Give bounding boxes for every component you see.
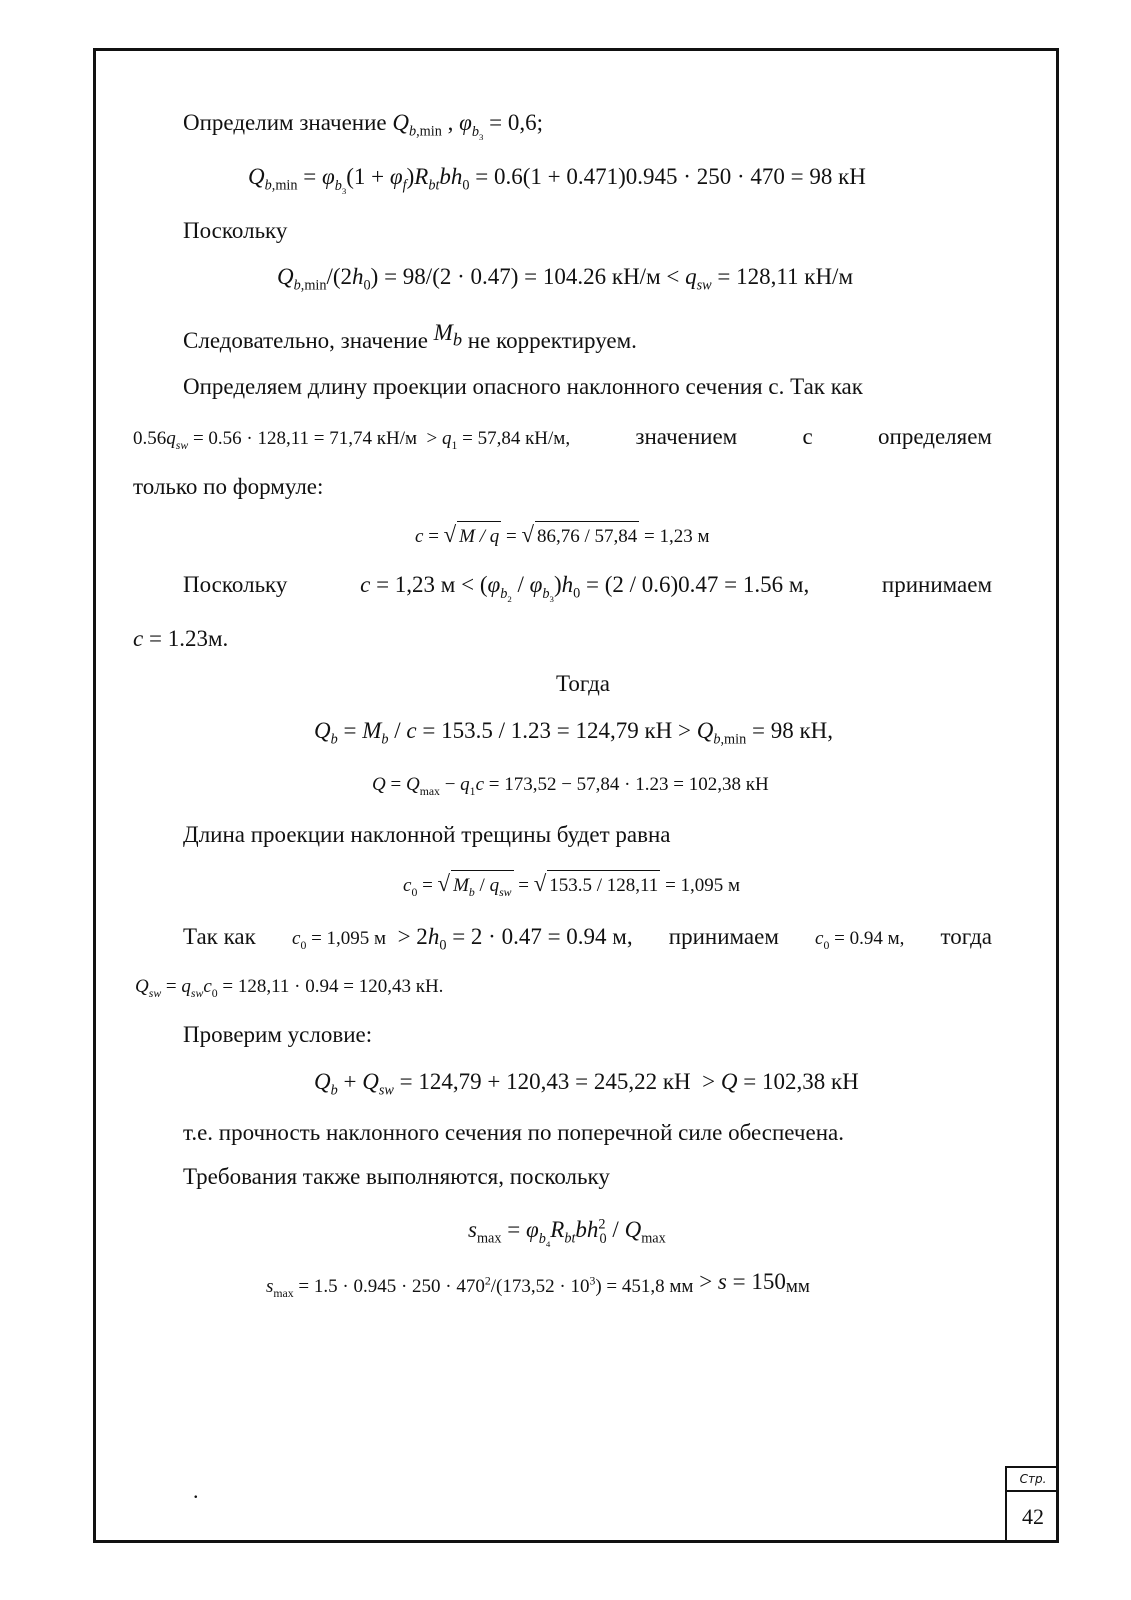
line-since-c0: Так как $c_0 = 1,095$ $м > 2h_0 = 2 \cdot 0.47 = 0.94$ м, принимаем $c_0 = 0.94$ м, тогда [183,924,992,954]
line-consequently: Следовательно, значение $M_b$ не корректируем. [183,320,637,353]
equation-smax-value: $s_{max} = 1.5 \cdot 0.945 \cdot 250 \cdot 470^2/(173,52 \cdot 10^3) = 451,8$ мм > s = 150мм [266,1269,810,1300]
equation-qbmin-check: $Q_{b,min}/(2h_0) = 98/(2 \cdot 0.47) = 104.26$ $кН/м < q_{sw} = 128,11$ кН/м [277,264,854,294]
line-requirements: Требования также выполняются, поскольку [183,1164,610,1189]
equation-qbmin: $Q_{b,min} = \varphi_{b_3}(1 + \varphi_f)R_{bt}bh_0 = 0.6(1 + 0.471)0.945 \cdot 250 \cdot 470 = 98$ кН [248,164,866,196]
line-crack-length: Длина проекции наклонной трещины будет равна [183,822,671,847]
equation-qb: $Q_b = M_b / c = 153.5 / 1.23 = 124,79$ кН > $Q_{b,min} = 98$ кН, [314,718,833,748]
line-define-length: Определяем длину проекции опасного наклонного сечения с. Так как [183,374,863,399]
equation-c0: $c_0$ = √ $M_b / q_{sw}$ = √ 153.5 / 128,11 = 1,095 м [403,869,740,901]
line-since-1: Поскольку [183,218,288,243]
line-since-c: Поскольку c = 1,23 $м < (\varphi_{b_2} / \varphi_{b_3})h_0 = (2 / 0.6)0.47 = 1.56$ м, принимаем [183,572,992,604]
line-condition-q: $0.56q_{sw} = 0.56 \cdot 128,11 = 71,74$ $кН/м > q_1 = 57,84$ кН/м, значением с определяем [133,424,992,452]
equation-strength: $Q_b + Q_{sw} = 124,79 + 120,43 = 245,22$ кН > Q = 102,38 кН [314,1069,859,1099]
line-accept-c: c = 1.23м. [133,626,229,651]
line-formula-only: только по формуле: [133,474,324,499]
page-label: Стр. [1007,1468,1059,1492]
equation-smax-formula: $s_{max} = \varphi_{b_4}R_{bt}bh^2_0 / Q_{max}$ [468,1216,666,1249]
equation-qsw: $Q_{sw} = q_{sw}c_0 = 128,11 \cdot 0.94 = 120,43$ кН. [135,976,444,1000]
page-number: 42 [1022,1504,1044,1529]
equation-q: $Q = Q_{max} - q_1c = 173,52 - 57,84 \cdot 1.23 = 102,38$ кН [372,774,769,798]
equation-c: c = √ M / q = √ 86,76 / 57,84 = 1,23 м [415,520,710,552]
line-define-qbmin: Определим значение $Q_{b,min}$ , $\varphi_{b_3} = 0,6$; [183,110,543,142]
line-conclusion: т.е. прочность наклонного сечения по поперечной силе обеспечена. [183,1120,844,1145]
page-number-stamp [1005,1466,1059,1543]
line-then: Тогда [556,671,611,696]
line-check: Проверим условие: [183,1022,373,1047]
stray-dot: . [193,1478,199,1503]
